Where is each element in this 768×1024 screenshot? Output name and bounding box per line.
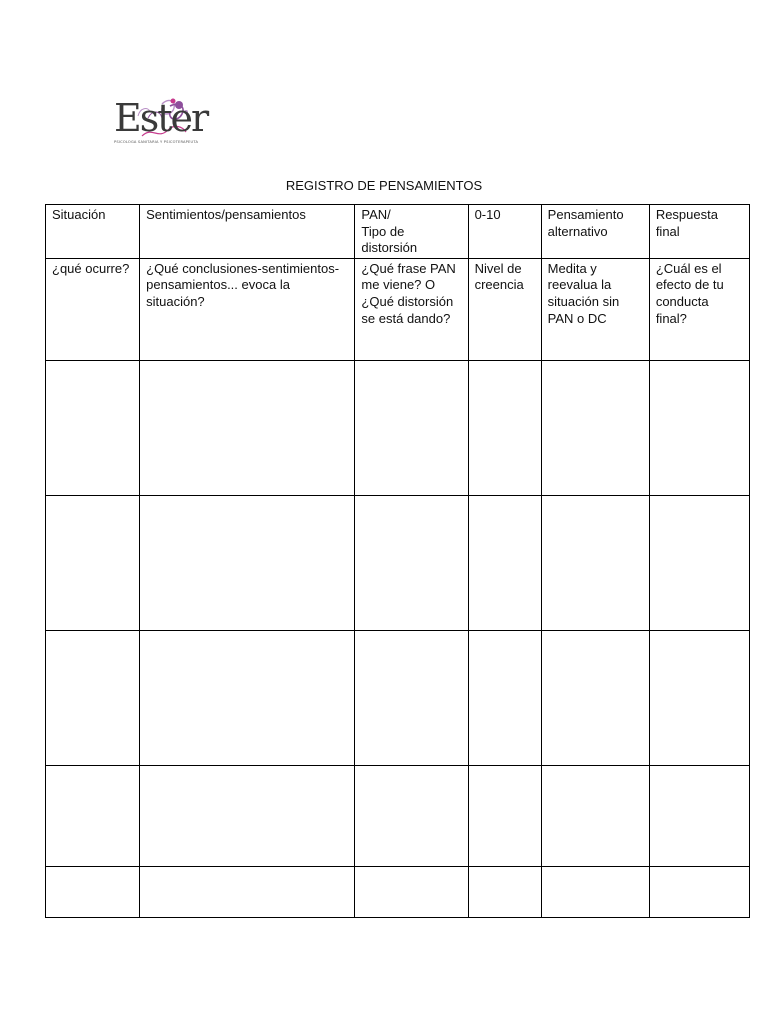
hint-respuesta-final: ¿Cuál es el efecto de tu conducta final? [649,258,749,360]
entry-cell[interactable] [140,630,355,765]
entry-cell[interactable] [468,630,541,765]
entry-cell[interactable] [355,765,468,866]
header-escala: 0-10 [468,205,541,259]
entry-cell[interactable] [541,630,649,765]
entry-cell[interactable] [140,495,355,630]
table-row [46,866,750,917]
hint-pan: ¿Qué frase PAN me viene? O ¿Qué distorsión se está dando? [355,258,468,360]
entry-cell[interactable] [649,765,749,866]
entry-cell[interactable] [649,495,749,630]
table-row [46,765,750,866]
entry-cell[interactable] [541,866,649,917]
hint-situacion: ¿qué ocurre? [46,258,140,360]
header-sentimientos: Sentimientos/pensamientos [140,205,355,259]
header-pan: PAN/ Tipo de distorsión [355,205,468,259]
entry-cell[interactable] [46,360,140,495]
entry-cell[interactable] [46,765,140,866]
entry-cell[interactable] [468,495,541,630]
entry-cell[interactable] [355,866,468,917]
header-situacion: Situación [46,205,140,259]
entry-cell[interactable] [468,866,541,917]
document-title: REGISTRO DE PENSAMIENTOS [285,178,483,193]
table-row [46,630,750,765]
entry-cell[interactable] [46,866,140,917]
entry-cell[interactable] [649,630,749,765]
logo-tagline: PSICOLOGA SANITARIA Y PSICOTERAPEUTA [114,140,199,144]
table-hint-row [46,258,750,360]
entry-cell[interactable] [140,765,355,866]
logo-wordmark: Ester [114,96,208,140]
entry-cell[interactable] [649,866,749,917]
entry-cell[interactable] [541,765,649,866]
entry-cell[interactable] [649,360,749,495]
entry-cell[interactable] [46,630,140,765]
entry-cell[interactable] [140,866,355,917]
entry-cell[interactable] [355,360,468,495]
header-respuesta-final: Respuesta final [649,205,749,259]
table-row [46,360,750,495]
entry-cell[interactable] [468,765,541,866]
entry-cell[interactable] [468,360,541,495]
hint-escala: Nivel de creencia [468,258,541,360]
entry-cell[interactable] [541,360,649,495]
entry-cell[interactable] [140,360,355,495]
thought-record-table [45,204,750,918]
table-header-row [46,205,750,259]
entry-cell[interactable] [355,495,468,630]
entry-cell[interactable] [541,495,649,630]
header-pensamiento-alternativo: Pensamiento alternativo [541,205,649,259]
table-row [46,495,750,630]
hint-sentimientos: ¿Qué conclusiones-sentimientos-pensamientos... evoca la situación? [140,258,355,360]
entry-cell[interactable] [355,630,468,765]
hint-pensamiento-alternativo: Medita y reevalua la situación sin PAN o DC [541,258,649,360]
entry-cell[interactable] [46,495,140,630]
ester-logo [112,96,208,152]
